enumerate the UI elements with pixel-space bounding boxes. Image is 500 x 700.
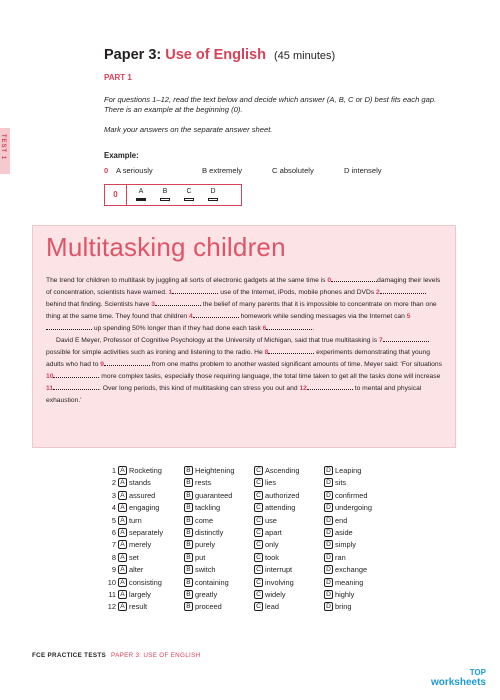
option-word: lead	[265, 602, 279, 612]
option-c	[254, 528, 282, 537]
option-b	[184, 503, 220, 512]
option-letter-box: D	[324, 602, 333, 611]
article-title: Multitasking children	[46, 232, 286, 262]
example-option-c: C absolutely	[272, 166, 314, 175]
option-letter-box: B	[184, 503, 193, 512]
option-row	[102, 528, 462, 540]
option-letter-box: C	[254, 602, 263, 611]
option-letter-box: D	[324, 516, 333, 525]
option-b	[184, 516, 213, 525]
gap-number: 8	[264, 349, 269, 356]
option-letter-box: A	[118, 478, 127, 487]
gap-blank	[53, 372, 99, 378]
gap-blank	[380, 288, 426, 294]
option-word: result	[129, 602, 148, 612]
option-letter-box: B	[184, 466, 193, 475]
option-b	[184, 578, 229, 587]
option-row-number: 12	[107, 602, 116, 612]
option-row-number: 3	[111, 490, 116, 500]
option-word: apart	[265, 527, 282, 537]
gap-blank	[193, 312, 239, 318]
option-word: tackling	[195, 503, 221, 513]
option-a	[118, 553, 139, 562]
option-word: involving	[265, 577, 294, 587]
option-row-number: 6	[111, 527, 116, 537]
option-word: highly	[335, 589, 355, 599]
answer-box-letter: C	[186, 188, 192, 195]
gap-number: 10	[46, 373, 54, 380]
option-word: widely	[265, 589, 286, 599]
option-b	[184, 553, 205, 562]
example-label: Example:	[104, 151, 139, 160]
instructions-main: For questions 1–12, read the text below and decide which answer (A, B, C or D) best fits each gap. There is an example at the beginning (0).	[104, 95, 437, 114]
option-d	[324, 466, 361, 475]
example-answer-box	[104, 184, 242, 206]
option-row-number: 9	[111, 565, 116, 575]
article-paragraph-2: David E Meyer, Professor of Cognitive Psychology at the University of Michigan, said that true multitasking is 7 possible for simple activities such as ironing and listening to the radio. He 8 experiments demonstrating that young adults who had to 9 from one maths problem to another wasted significant amounts of time. Meyer said: 'For situations 10 more complex tasks, especially those requiring language, the total time taken to get all the tasks done will increase 11 . Over long periods, this kind of multitasking can stress you out and 12 to mental and physical exhaustion.'	[46, 337, 442, 404]
option-word: purely	[195, 540, 216, 550]
option-d	[324, 602, 351, 611]
gap-blank	[104, 360, 150, 366]
option-a	[118, 590, 151, 599]
option-row	[102, 478, 462, 490]
option-row-number: 7	[111, 540, 116, 550]
option-letter-box: D	[324, 540, 333, 549]
answer-box-letter: D	[210, 188, 216, 195]
option-word: consisting	[129, 577, 162, 587]
gap-blank	[383, 336, 429, 342]
option-letter-box: C	[254, 540, 263, 549]
option-a	[118, 528, 163, 537]
answer-box-mark	[160, 198, 170, 201]
option-letter-box: B	[184, 602, 193, 611]
option-letter-box: C	[254, 553, 263, 562]
option-c	[254, 516, 277, 525]
part-label: PART 1	[104, 73, 132, 82]
option-d	[324, 578, 363, 587]
gap-blank	[307, 384, 353, 390]
option-word: Rocketing	[129, 466, 162, 475]
option-b	[184, 491, 232, 500]
option-letter-box: D	[324, 565, 333, 574]
option-b	[184, 540, 215, 549]
option-letter-box: D	[324, 503, 333, 512]
option-word: separately	[129, 527, 164, 537]
option-letter-box: A	[118, 528, 127, 537]
option-letter-box: A	[118, 590, 127, 599]
option-word: lies	[265, 478, 277, 488]
option-word: proceed	[195, 602, 222, 612]
option-d	[324, 590, 354, 599]
answer-options-list	[102, 466, 462, 615]
example-option-a: A seriously	[116, 166, 153, 175]
gap-blank	[46, 324, 92, 330]
gap-blank	[155, 300, 201, 306]
option-c	[254, 540, 279, 549]
option-c	[254, 466, 300, 475]
example-options	[104, 166, 382, 175]
option-c	[254, 602, 279, 611]
option-b	[184, 565, 216, 574]
watermark-top: TOP	[469, 668, 486, 677]
option-row-number: 4	[111, 503, 116, 513]
option-word: stands	[129, 478, 151, 488]
option-row	[102, 491, 462, 503]
gap-number: 7	[379, 337, 383, 344]
option-c	[254, 503, 295, 512]
option-word: ran	[335, 552, 346, 562]
option-d	[324, 553, 346, 562]
option-word: alter	[129, 565, 144, 575]
option-letter-box: C	[254, 590, 263, 599]
option-b	[184, 590, 217, 599]
option-word: put	[195, 552, 206, 562]
paper-duration: (45 minutes)	[274, 50, 336, 62]
option-a	[118, 503, 159, 512]
option-word: only	[265, 540, 279, 550]
option-row-number: 1	[111, 466, 116, 475]
watermark-worksheets: worksheets	[430, 677, 486, 688]
option-letter-box: B	[184, 578, 193, 587]
option-letter-box: C	[254, 578, 263, 587]
option-letter-box: D	[324, 590, 333, 599]
answer-box-number: 0	[105, 185, 127, 205]
option-row	[102, 590, 462, 602]
option-word: distinctly	[195, 527, 224, 537]
watermark-logo	[431, 668, 486, 688]
option-a	[118, 565, 143, 574]
option-letter-box: B	[184, 590, 193, 599]
option-letter-box: A	[118, 565, 127, 574]
option-letter-box: C	[254, 491, 263, 500]
option-letter-box: D	[324, 578, 333, 587]
option-word: interrupt	[265, 565, 293, 575]
option-word: simply	[335, 540, 356, 550]
option-d	[324, 516, 347, 525]
option-b	[184, 602, 222, 611]
gap-blank	[268, 348, 314, 354]
option-d	[324, 528, 353, 537]
option-word: set	[129, 552, 139, 562]
answer-box-letter: A	[138, 188, 144, 195]
option-letter-box: A	[118, 503, 127, 512]
option-row	[102, 553, 462, 565]
option-word: took	[265, 552, 279, 562]
footer-series: FCE PRACTICE TESTS	[32, 652, 106, 659]
gap-number: 9	[100, 361, 105, 368]
option-letter-box: B	[184, 540, 193, 549]
option-word: engaging	[129, 503, 160, 513]
option-word: undergoing	[335, 503, 372, 513]
option-row-number: 2	[111, 478, 116, 488]
option-letter-box: D	[324, 528, 333, 537]
option-letter-box: D	[324, 553, 333, 562]
option-letter-box: D	[324, 491, 333, 500]
option-word: merely	[129, 540, 152, 550]
option-word: Ascending	[265, 466, 300, 475]
option-row-number: 8	[111, 552, 116, 562]
option-letter-box: C	[254, 503, 263, 512]
option-letter-box: A	[118, 466, 127, 475]
option-word: switch	[195, 565, 216, 575]
option-word: Leaping	[335, 466, 362, 475]
answer-box-mark	[208, 198, 218, 201]
option-word: bring	[335, 602, 352, 612]
option-word: assured	[129, 490, 156, 500]
option-word: greatly	[195, 589, 218, 599]
option-a	[118, 491, 155, 500]
option-word: meaning	[335, 577, 364, 587]
option-c	[254, 578, 294, 587]
option-c	[254, 590, 286, 599]
option-c	[254, 565, 292, 574]
option-word: authorized	[265, 490, 300, 500]
option-d	[324, 478, 346, 487]
option-word: turn	[129, 515, 142, 525]
answer-box-letter: B	[162, 188, 168, 195]
gap-blank	[172, 288, 218, 294]
gap-number: 3	[151, 301, 155, 308]
option-c	[254, 491, 300, 500]
option-word: come	[195, 515, 214, 525]
option-a	[118, 516, 142, 525]
option-letter-box: B	[184, 528, 193, 537]
option-row-number: 5	[111, 515, 116, 525]
option-row	[102, 466, 462, 478]
example-option-b: B extremely	[202, 166, 243, 175]
option-d	[324, 565, 367, 574]
option-a	[118, 540, 151, 549]
page-footer	[32, 652, 200, 659]
option-a	[118, 578, 162, 587]
answer-box-mark	[136, 198, 146, 201]
answer-box-mark	[184, 198, 194, 201]
option-word: use	[265, 515, 277, 525]
gap-blank	[266, 324, 312, 330]
option-b	[184, 466, 234, 475]
instructions-answer-sheet: Mark your answers on the separate answer sheet.	[104, 125, 273, 134]
option-row	[102, 602, 462, 614]
option-letter-box: A	[118, 540, 127, 549]
gap-blank	[331, 276, 377, 282]
test-side-tab	[0, 128, 10, 174]
option-word: aside	[335, 527, 353, 537]
gap-number: 0	[327, 277, 332, 284]
option-letter-box: A	[118, 578, 127, 587]
option-letter-box: C	[254, 478, 263, 487]
option-letter-box: B	[184, 491, 193, 500]
option-row	[102, 578, 462, 590]
option-word: sits	[335, 478, 347, 488]
option-letter-box: C	[254, 565, 263, 574]
option-word: rests	[195, 478, 212, 488]
option-letter-box: C	[254, 466, 263, 475]
option-letter-box: B	[184, 516, 193, 525]
gap-number: 12	[299, 385, 307, 392]
paper-label: Paper 3:	[104, 47, 162, 63]
gap-blank	[53, 384, 99, 390]
option-d	[324, 540, 356, 549]
option-letter-box: D	[324, 466, 333, 475]
paper-title	[104, 47, 335, 63]
option-word: guaranteed	[195, 490, 233, 500]
option-d	[324, 503, 372, 512]
article-paragraph-1: The trend for children to multitask by juggling all sorts of electronic gadgets at the same time is 0 damaging their levels of concentration, scientists have warned. 1 use of the Internet, iPods, mobile phones and DVDs 2 behind that finding. Scientists have 3 the belief of many parents that it is impossible to concentrate on more than one thing at the same time. They found that children 4 homework while sending messages via the Internet can 5 up spending 50% longer than if they had done each task 6 .	[46, 277, 441, 332]
gap-number: 11	[46, 385, 54, 392]
option-letter-box: D	[324, 478, 333, 487]
gap-number: 4	[189, 313, 193, 320]
option-letter-box: A	[118, 602, 127, 611]
option-letter-box: B	[184, 565, 193, 574]
option-letter-box: C	[254, 528, 263, 537]
option-a	[118, 478, 151, 487]
option-row	[102, 565, 462, 577]
option-letter-box: C	[254, 516, 263, 525]
example-option-d: D intensely	[344, 166, 382, 175]
gap-number: 6	[262, 325, 267, 332]
option-word: confirmed	[335, 490, 368, 500]
article-text	[46, 275, 446, 407]
option-d	[324, 491, 367, 500]
side-tab-label: TEST 1	[0, 133, 7, 161]
gap-number: 2	[376, 289, 380, 296]
option-letter-box: A	[118, 516, 127, 525]
option-letter-box: A	[118, 491, 127, 500]
option-row	[102, 516, 462, 528]
option-letter-box: B	[184, 478, 193, 487]
option-row	[102, 540, 462, 552]
option-word: end	[335, 515, 348, 525]
option-row-number: 11	[108, 589, 116, 599]
gap-number: 5	[406, 313, 411, 320]
option-letter-box: B	[184, 553, 193, 562]
option-c	[254, 478, 276, 487]
option-a	[118, 602, 147, 611]
option-b	[184, 478, 211, 487]
option-a	[118, 466, 162, 475]
option-word: attending	[265, 503, 296, 513]
option-word: largely	[129, 589, 151, 599]
option-row	[102, 503, 462, 515]
option-word: containing	[195, 577, 229, 587]
paper-subject: Use of English	[165, 47, 266, 63]
option-word: Heightening	[195, 466, 235, 475]
option-row-number: 10	[107, 577, 116, 587]
footer-section: PAPER 3: USE OF ENGLISH	[111, 652, 201, 659]
example-number: 0	[104, 166, 109, 175]
gap-number: 1	[168, 289, 173, 296]
option-word: exchange	[335, 565, 368, 575]
option-b	[184, 528, 223, 537]
option-c	[254, 553, 279, 562]
option-letter-box: A	[118, 553, 127, 562]
